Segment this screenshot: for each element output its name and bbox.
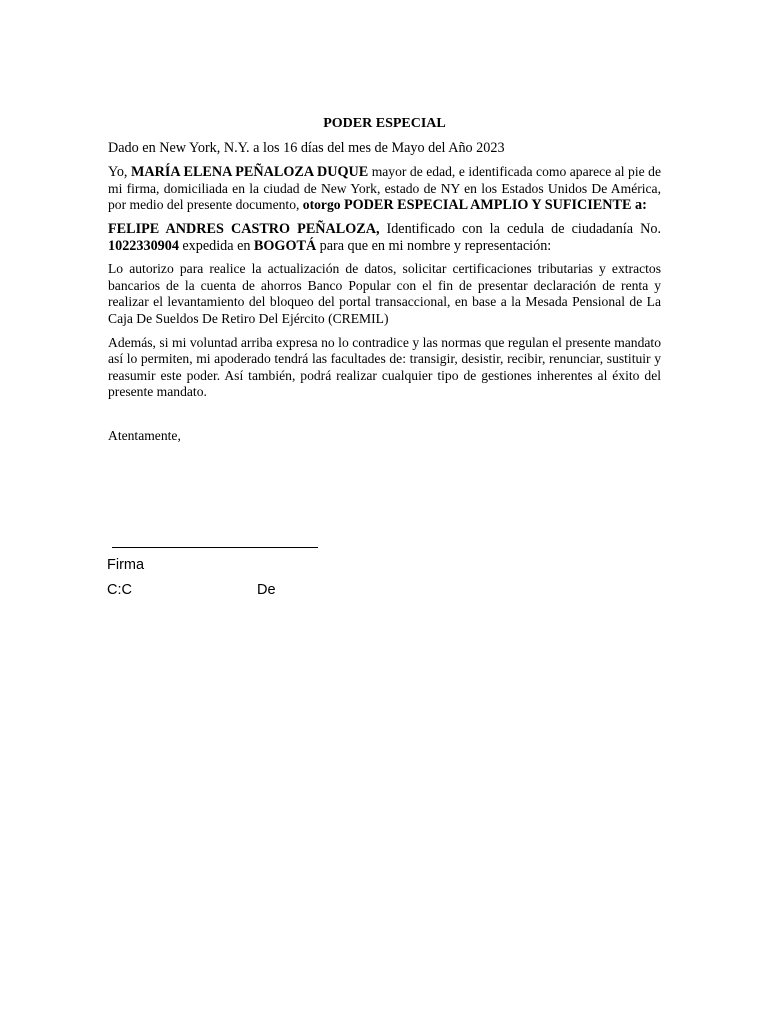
grantee-name: FELIPE ANDRES CASTRO PEÑALOZA, <box>108 220 380 237</box>
paragraph-grantor <box>108 164 661 214</box>
grantee-text-1: Identificado con la cedula de ciudadanía No. <box>386 220 661 237</box>
signature-line <box>112 547 318 548</box>
paragraph-grantee <box>108 221 661 254</box>
grantee-id-number: 1022330904 <box>108 237 179 254</box>
de-label: De <box>257 582 276 598</box>
grantee-city: BOGOTÁ <box>253 237 317 254</box>
grantee-text-2: expedida en <box>182 237 251 254</box>
grantor-name: MARÍA ELENA PEÑALOZA DUQUE <box>130 164 369 181</box>
paragraph-faculties: Además, si mi voluntad arriba expresa no lo contradice y las normas que regulan el presente mandato así lo permiten, mi apoderado tendrá las facultades de: transigir, desistir, recibir, renunciar, sustituir y reasumir este poder. Así también, podrá realizar cualquier tipo de gestiones inherentes al éxito del presente mandato. <box>108 334 661 400</box>
otorgo-text: otorgo <box>302 197 341 213</box>
grantor-details: mayor de edad, e identificada como aparece al pie de mi firma, domiciliada en la ciudad de New York, estado de NY en los Estados Unidos De América, por medio del presente documento, <box>108 164 661 213</box>
date-line: Dado en New York, N.Y. a los 16 días del mes de Mayo del Año 2023 <box>108 139 505 156</box>
firma-label: Firma <box>107 557 145 573</box>
grantee-text-3: para que en mi nombre y representación: <box>319 237 552 254</box>
paragraph-authorization: Lo autorizo para realice la actualización de datos, solicitar certificaciones tributarias y extractos bancarios de la cuenta de ahorros Banco Popular con el fin de presentar declaración de renta y realizar el levantamiento del bloqueo del portal transaccional, en base a la Mesada Pensional de La Caja De Sueldos De Retiro Del Ejército (CREMIL) <box>108 261 661 326</box>
closing-text: Atentamente, <box>108 427 181 443</box>
grant-statement: PODER ESPECIAL AMPLIO Y SUFICIENTE a: <box>343 197 647 214</box>
cc-label: C:C <box>107 582 132 598</box>
document-title: PODER ESPECIAL <box>323 116 446 131</box>
document-body <box>108 116 661 445</box>
yo-text: Yo, <box>108 164 128 181</box>
